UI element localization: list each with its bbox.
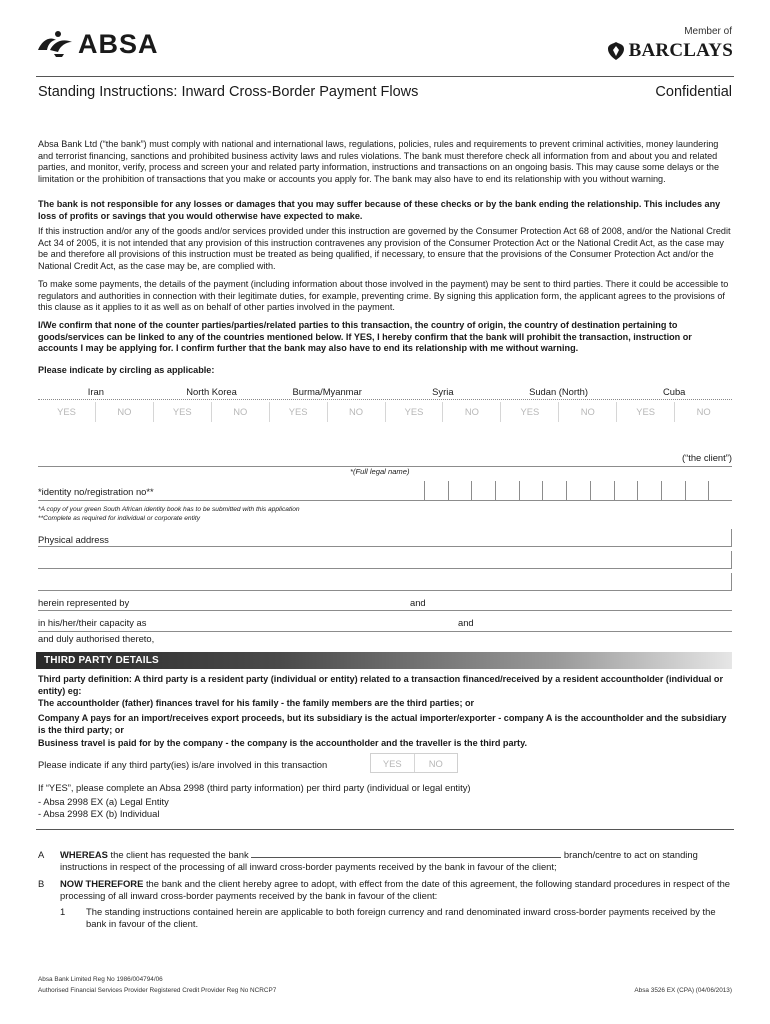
burma-no-option[interactable]: NO: [328, 402, 386, 422]
consumer-protection-paragraph: If this instruction and/or any of the goods and/or services provided under this instruction are governed by the Consumer Protection Act 68 of 2008, and/or the National Credit Act 34 of 2005, it is not intended that any provision of this instruction contravenes any provision of the Consumer Protection Act or the National Credit Act, as the case may be and therefore all provisions of this instruction must be treated as being qualified, if necessary, to ensure that the provisions of the Consumer Protection Act and/or the National Credit Act, as the case may be, are complied with.: [38, 226, 731, 271]
duly-authorised-label: and duly authorised thereto,: [38, 633, 155, 644]
physical-address-line-2[interactable]: [38, 551, 732, 569]
third-party-section-header: [36, 652, 732, 669]
absa-eagle-icon: [36, 28, 74, 60]
liability-paragraph: The bank is not responsible for any losses or damages that you may suffer because of these checks or by the bank ending the relationship. This includes any loss of profits or savings that you would otherwise have expected to make.: [38, 199, 721, 221]
third-party-question: Please indicate if any third party(ies) is/are involved in this transaction: [38, 759, 328, 770]
syria-no-option[interactable]: NO: [443, 402, 501, 422]
id-digit-box[interactable]: [708, 481, 732, 500]
third-party-example-3: Business travel is paid for by the company - the company is the accountholder and the traveller is the third party.: [38, 738, 527, 748]
iran-yes-option[interactable]: YES: [38, 402, 96, 422]
header-divider: [36, 76, 734, 77]
barclays-logo: [607, 40, 733, 62]
third-party-no-option[interactable]: NO: [428, 758, 443, 769]
third-party-yes-no: [370, 753, 458, 773]
represented-by-label: herein represented by: [38, 597, 130, 608]
the-client-label: (“the client”): [681, 452, 732, 463]
form-2998-a-item: - Absa 2998 EX (a) Legal Entity: [38, 796, 169, 807]
id-number-boxes[interactable]: [424, 481, 732, 500]
footer-fsp: Authorised Financial Services Provider Registered Credit Provider Reg No NCRCP7: [38, 987, 277, 994]
represented-by-field[interactable]: [38, 593, 732, 611]
barclays-eagle-icon: [607, 41, 625, 61]
clause-b-letter: B: [38, 878, 45, 889]
id-number-row: [38, 482, 732, 501]
full-legal-name-caption: *(Full legal name): [350, 467, 410, 476]
if-yes-instruction: If “YES”, please complete an Absa 2998 (third party information) per third party (individual or legal entity): [38, 782, 471, 793]
country-syria: Syria: [432, 386, 454, 397]
clause-b-keyword: NOW THEREFORE: [60, 878, 144, 889]
country-sudan-north: Sudan (North): [529, 386, 588, 397]
id-digit-box[interactable]: [542, 481, 566, 500]
id-footnote-2: **Complete as required for individual or corporate entity: [38, 515, 200, 522]
form-2998-b-item: - Absa 2998 EX (b) Individual: [38, 808, 160, 819]
id-digit-box[interactable]: [661, 481, 685, 500]
id-footnote-1: *A copy of your green South African identity book has to be submitted with this application: [38, 506, 300, 513]
physical-address-line-3[interactable]: [38, 573, 732, 591]
burma-yes-option[interactable]: YES: [270, 402, 328, 422]
country-burma-myanmar: Burma/Myanmar: [292, 386, 362, 397]
clause-a-part-2: branch/centre to act on standing instructions in respect of the processing of all inward cross-border payments received by the bank in favour of the client;: [60, 849, 698, 872]
cuba-yes-option[interactable]: YES: [617, 402, 675, 422]
compliance-paragraph: Absa Bank Ltd (“the bank”) must comply with national and international laws, regulations, policies, rules and requirements to prevent criminal activities, money laundering and terrorist financing, sanctions and prohibited business activity laws and rules violations. The bank must therefore check all information from and about you and related parties, and monitor, verify, process and screen your and related party information, instructions and transactions on an ongoing basis. This may cause some delays or the limitation or the prohibition of transactions that you make or accounts you apply for. The bank may also have to end its relationship with you without warning.: [38, 139, 720, 184]
id-digit-box[interactable]: [424, 481, 448, 500]
sudan-no-option[interactable]: NO: [559, 402, 617, 422]
id-digit-box[interactable]: [614, 481, 638, 500]
id-digit-box[interactable]: [566, 481, 590, 500]
country-names-row: [38, 384, 732, 400]
confidential-label: Confidential: [655, 84, 732, 100]
north-korea-yes-option[interactable]: YES: [154, 402, 212, 422]
capacity-and-label: and: [458, 617, 474, 628]
member-of-label: Member of: [684, 26, 732, 37]
id-digit-box[interactable]: [495, 481, 519, 500]
footer-form-code: Absa 3526 EX (CPA) (04/06/2013): [634, 987, 732, 994]
clause-a-text: [60, 849, 732, 873]
absa-wordmark: ABSA: [78, 28, 159, 59]
clause-1-number: 1: [60, 906, 66, 917]
clause-b-body: the bank and the client hereby agree to adopt, with effect from the date of this agreement, the following standard procedures in respect of the processing of all inward cross-border payments received by the bank in favour of the client:: [60, 878, 730, 901]
third-party-definition: Third party definition: A third party is a resident party (individual or entity) related to a transaction financed/received by a resident accountholder (individual or entity) eg:: [38, 674, 724, 696]
capacity-label: in his/her/their capacity as: [38, 617, 147, 628]
clause-a-keyword: WHEREAS: [60, 849, 108, 860]
country-cuba: Cuba: [662, 386, 686, 397]
confirmation-paragraph: I/We confirm that none of the counter parties/parties/related parties to this transaction, the country of origin, the country of destination pertaining to goods/services can be linked to any of the countries mentioned below. If YES, I hereby confirm that the bank will prohibit the transaction, instruction or accounts I may be applying for. I confirm further that the bank may also have to end its relationship with me without warning.: [38, 320, 692, 354]
third-party-yes-option[interactable]: YES: [371, 754, 415, 772]
north-korea-no-option[interactable]: NO: [212, 402, 270, 422]
physical-address-line-1[interactable]: [38, 529, 732, 547]
sudan-yes-option[interactable]: YES: [501, 402, 559, 422]
clause-a-letter: A: [38, 849, 45, 860]
branch-name-field[interactable]: [251, 849, 561, 858]
absa-logo: [36, 26, 159, 62]
barclays-wordmark: BARCLAYS: [628, 40, 733, 61]
id-digit-box[interactable]: [590, 481, 614, 500]
syria-yes-option[interactable]: YES: [386, 402, 444, 422]
sanctioned-countries-table: [38, 384, 732, 422]
iran-no-option[interactable]: NO: [96, 402, 154, 422]
id-digit-box[interactable]: [471, 481, 495, 500]
footer-registration: Absa Bank Limited Reg No 1986/004794/06: [38, 976, 163, 983]
third-party-example-1: The accountholder (father) finances travel for his family - the family members are the third parties; or: [38, 698, 475, 708]
document-title: Standing Instructions: Inward Cross-Border Payment Flows: [38, 84, 419, 100]
cuba-no-option[interactable]: NO: [696, 406, 711, 417]
yes-no-row: [38, 402, 732, 422]
id-number-label: *identity no/registration no**: [38, 486, 154, 497]
id-digit-box[interactable]: [519, 481, 543, 500]
country-iran: Iran: [87, 386, 104, 397]
third-party-disclosure-paragraph: To make some payments, the details of the payment (including information about those involved in the payment) may be sent to third parties. There it could be accessible to regulators and authorities in connection with their legitimate duties, for example, preventing crime. By signing this application form, the applicant agrees to the provisions of this clause as it applies to it as well as on behalf of other parties involved in the payment.: [38, 279, 729, 313]
id-digit-box[interactable]: [448, 481, 472, 500]
id-digit-box[interactable]: [685, 481, 709, 500]
clause-1-text: The standing instructions contained herein are applicable to both foreign currency and rand denominated inward cross-border payments received by the bank in favour of the client.: [86, 906, 716, 929]
clause-b-text: [60, 878, 732, 902]
circle-instruction: Please indicate by circling as applicable:: [38, 365, 215, 375]
third-party-heading: THIRD PARTY DETAILS: [44, 655, 159, 666]
third-party-example-2: Company A pays for an import/receives export proceeds, but its subsidiary is the actual importer/exporter - company A is the accountholder and the subsidiary is the third party; or: [38, 713, 727, 735]
clause-a-part-1: the client has requested the bank: [107, 849, 252, 860]
represented-and-label: and: [410, 597, 426, 608]
id-digit-box[interactable]: [637, 481, 661, 500]
physical-address-label: Physical address: [38, 534, 109, 545]
section-divider: [36, 829, 734, 830]
country-north-korea: North Korea: [186, 386, 237, 397]
